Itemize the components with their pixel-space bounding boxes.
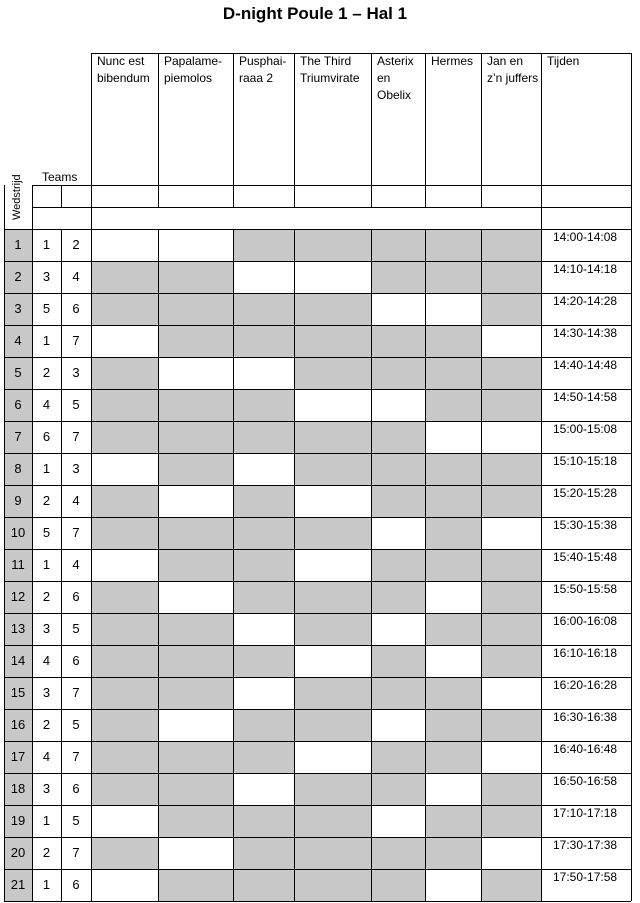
match-nr: 9	[14, 493, 22, 508]
match-nr: 20	[10, 845, 26, 860]
match-time: 14:10-14:18	[553, 262, 618, 276]
match-nr: 12	[10, 589, 26, 604]
team-a: 6	[42, 429, 51, 444]
team-a: 2	[42, 589, 51, 604]
shaded-cell	[371, 357, 425, 389]
shaded-cell	[425, 261, 481, 293]
match-time: 14:50-14:58	[553, 390, 618, 404]
shaded-cell	[91, 421, 158, 453]
match-time: 17:30-17:38	[553, 838, 618, 852]
match-time: 15:50-15:58	[553, 582, 618, 596]
match-time: 14:20-14:28	[553, 294, 618, 308]
shaded-cell	[294, 773, 371, 805]
shaded-cell	[294, 293, 371, 325]
shaded-cell	[158, 325, 233, 357]
shaded-cell	[425, 805, 481, 837]
match-nr: 6	[14, 397, 22, 412]
shaded-cell	[158, 741, 233, 773]
match-nr: 13	[10, 621, 26, 636]
shaded-cell	[425, 453, 481, 485]
match-time: 15:20-15:28	[553, 486, 618, 500]
shaded-cell	[91, 837, 158, 869]
match-time: 17:10-17:18	[553, 806, 618, 820]
shaded-cell	[233, 581, 294, 613]
shaded-cell	[371, 581, 425, 613]
shaded-cell	[294, 869, 371, 901]
team-b: 7	[72, 333, 80, 348]
team-b: 2	[72, 237, 80, 252]
team-a: 3	[42, 685, 51, 700]
shaded-cell	[158, 389, 233, 421]
shaded-cell	[294, 517, 371, 549]
shaded-cell	[481, 645, 541, 677]
team-b: 5	[72, 813, 80, 828]
wedstrijd-header: Wedstrijd	[11, 174, 23, 220]
team-a: 4	[42, 397, 51, 412]
match-nr: 16	[10, 717, 26, 732]
shaded-cell	[91, 677, 158, 709]
match-time: 16:30-16:38	[553, 710, 618, 724]
shaded-cell	[158, 453, 233, 485]
shaded-cell	[481, 293, 541, 325]
shaded-cell	[294, 837, 371, 869]
team-b: 3	[72, 461, 80, 476]
team-a: 1	[42, 237, 51, 252]
match-time: 14:40-14:48	[553, 358, 618, 372]
team-a: 1	[42, 877, 51, 892]
match-time: 16:40-16:48	[553, 742, 618, 756]
teams-header: Teams	[42, 170, 78, 184]
team-b: 7	[72, 525, 80, 540]
tijden-header: Tijden	[547, 54, 580, 68]
shaded-cell	[294, 709, 371, 741]
shaded-cell	[158, 805, 233, 837]
match-nr: 4	[14, 333, 22, 348]
team-a: 3	[42, 781, 51, 796]
team-b: 6	[72, 301, 80, 316]
shaded-cell	[91, 645, 158, 677]
team-b: 3	[72, 365, 80, 380]
shaded-cell	[481, 773, 541, 805]
team-header: Asterix en Obelix	[377, 54, 414, 102]
shaded-cell	[294, 229, 371, 261]
shaded-cell	[481, 229, 541, 261]
team-a: 2	[42, 365, 51, 380]
match-nr: 11	[11, 557, 25, 572]
team-a: 1	[42, 333, 51, 348]
shaded-cell	[481, 869, 541, 901]
shaded-cell	[233, 517, 294, 549]
shaded-cell	[371, 773, 425, 805]
team-a: 1	[42, 557, 51, 572]
team-a: 1	[42, 461, 51, 476]
shaded-cell	[425, 549, 481, 581]
shaded-cell	[91, 709, 158, 741]
team-a: 3	[42, 269, 51, 284]
team-b: 7	[72, 845, 80, 860]
team-b: 6	[72, 781, 80, 796]
shaded-cell	[371, 869, 425, 901]
team-a: 4	[42, 653, 51, 668]
shaded-cell	[481, 485, 541, 517]
shaded-cell	[158, 869, 233, 901]
team-b: 5	[72, 621, 80, 636]
match-time: 17:50-17:58	[553, 870, 618, 884]
team-a: 1	[42, 813, 51, 828]
team-header: Pusphai-raaa 2	[239, 54, 287, 85]
shaded-cell	[294, 677, 371, 709]
shaded-cell	[371, 485, 425, 517]
shaded-cell	[425, 613, 481, 645]
match-nr: 15	[10, 685, 26, 700]
shaded-cell	[425, 325, 481, 357]
team-b: 6	[72, 589, 80, 604]
shaded-cell	[425, 389, 481, 421]
match-time: 16:10-16:18	[553, 646, 618, 660]
team-b: 4	[72, 493, 80, 508]
team-b: 5	[72, 717, 80, 732]
shaded-cell	[91, 517, 158, 549]
match-time: 16:20-16:28	[553, 678, 618, 692]
shaded-cell	[294, 357, 371, 389]
shaded-cell	[425, 709, 481, 741]
shaded-cell	[425, 837, 481, 869]
team-header: The Third Triumvirate	[300, 54, 360, 85]
shaded-cell	[425, 517, 481, 549]
team-b: 7	[72, 749, 80, 764]
shaded-cell	[371, 229, 425, 261]
shaded-cell	[233, 869, 294, 901]
shaded-cell	[371, 677, 425, 709]
shaded-cell	[294, 613, 371, 645]
match-nr: 8	[14, 461, 22, 476]
shaded-cell	[425, 229, 481, 261]
shaded-cell	[425, 677, 481, 709]
match-time: 14:00-14:08	[553, 230, 618, 244]
shaded-cell	[425, 741, 481, 773]
match-nr: 2	[14, 269, 22, 284]
match-nr: 21	[10, 877, 26, 892]
shaded-cell	[158, 293, 233, 325]
match-nr: 7	[14, 429, 22, 444]
shaded-cell	[233, 389, 294, 421]
team-b: 7	[72, 429, 80, 444]
team-header: Papalame-piemolos	[164, 54, 223, 85]
shaded-cell	[233, 709, 294, 741]
shaded-cell	[233, 229, 294, 261]
shaded-cell	[233, 645, 294, 677]
shaded-cell	[91, 773, 158, 805]
shaded-cell	[371, 325, 425, 357]
shaded-cell	[371, 549, 425, 581]
shaded-cell	[233, 549, 294, 581]
shaded-cell	[233, 837, 294, 869]
shaded-cell	[481, 357, 541, 389]
shaded-cell	[481, 261, 541, 293]
shaded-cell	[91, 261, 158, 293]
shaded-cell	[233, 805, 294, 837]
match-time: 16:50-16:58	[553, 774, 618, 788]
team-b: 5	[72, 397, 80, 412]
team-a: 5	[42, 525, 51, 540]
shaded-cell	[91, 389, 158, 421]
shaded-cell	[371, 261, 425, 293]
match-nr: 17	[10, 749, 26, 764]
shaded-cell	[294, 453, 371, 485]
team-a: 3	[42, 621, 51, 636]
shaded-cell	[371, 837, 425, 869]
shaded-cell	[91, 485, 158, 517]
team-header: Jan en z’n juffers	[487, 54, 539, 85]
match-nr: 5	[14, 365, 22, 380]
team-header: Hermes	[431, 54, 474, 68]
team-a: 2	[42, 845, 51, 860]
shaded-cell	[425, 357, 481, 389]
shaded-cell	[481, 709, 541, 741]
shaded-cell	[91, 357, 158, 389]
shaded-cell	[158, 517, 233, 549]
team-b: 7	[72, 685, 80, 700]
team-a: 2	[42, 493, 51, 508]
shaded-cell	[294, 581, 371, 613]
shaded-cell	[233, 421, 294, 453]
team-b: 6	[72, 653, 80, 668]
shaded-cell	[481, 453, 541, 485]
shaded-cell	[371, 645, 425, 677]
shaded-cell	[481, 613, 541, 645]
shaded-cell	[481, 805, 541, 837]
shaded-cell	[158, 421, 233, 453]
match-time: 14:30-14:38	[553, 326, 618, 340]
shaded-cell	[294, 421, 371, 453]
match-nr: 1	[14, 237, 22, 252]
shaded-cell	[294, 325, 371, 357]
shaded-cell	[233, 325, 294, 357]
shaded-cell	[425, 485, 481, 517]
match-nr: 19	[10, 813, 26, 828]
team-b: 4	[72, 557, 80, 572]
shaded-cell	[481, 581, 541, 613]
match-nr: 14	[10, 653, 26, 668]
match-time: 15:40-15:48	[553, 550, 618, 564]
shaded-cell	[158, 773, 233, 805]
shaded-cell	[158, 613, 233, 645]
match-time: 16:00-16:08	[553, 614, 618, 628]
shaded-cell	[371, 421, 425, 453]
match-time: 15:00-15:08	[553, 422, 618, 436]
shaded-cell	[158, 677, 233, 709]
shaded-cell	[233, 485, 294, 517]
team-a: 5	[42, 301, 51, 316]
team-a: 2	[42, 717, 51, 732]
match-nr: 18	[10, 781, 26, 796]
team-b: 6	[72, 877, 80, 892]
shaded-cell	[233, 293, 294, 325]
shaded-cell	[158, 261, 233, 293]
team-header: Nunc est bibendum	[97, 54, 150, 85]
match-nr: 10	[10, 525, 26, 540]
shaded-cell	[481, 389, 541, 421]
shaded-cell	[91, 613, 158, 645]
shaded-cell	[158, 645, 233, 677]
match-nr: 3	[14, 301, 22, 316]
shaded-cell	[91, 581, 158, 613]
shaded-cell	[371, 741, 425, 773]
team-a: 4	[42, 749, 51, 764]
page-title: D-night Poule 1 – Hal 1	[222, 4, 408, 23]
shaded-cell	[91, 293, 158, 325]
shaded-cell	[158, 549, 233, 581]
shaded-cell	[233, 741, 294, 773]
match-time: 15:10-15:18	[553, 454, 618, 468]
match-time: 15:30-15:38	[553, 518, 618, 532]
shaded-cell	[294, 805, 371, 837]
team-b: 4	[72, 269, 80, 284]
shaded-cell	[481, 549, 541, 581]
shaded-cell	[91, 741, 158, 773]
shaded-cell	[371, 453, 425, 485]
